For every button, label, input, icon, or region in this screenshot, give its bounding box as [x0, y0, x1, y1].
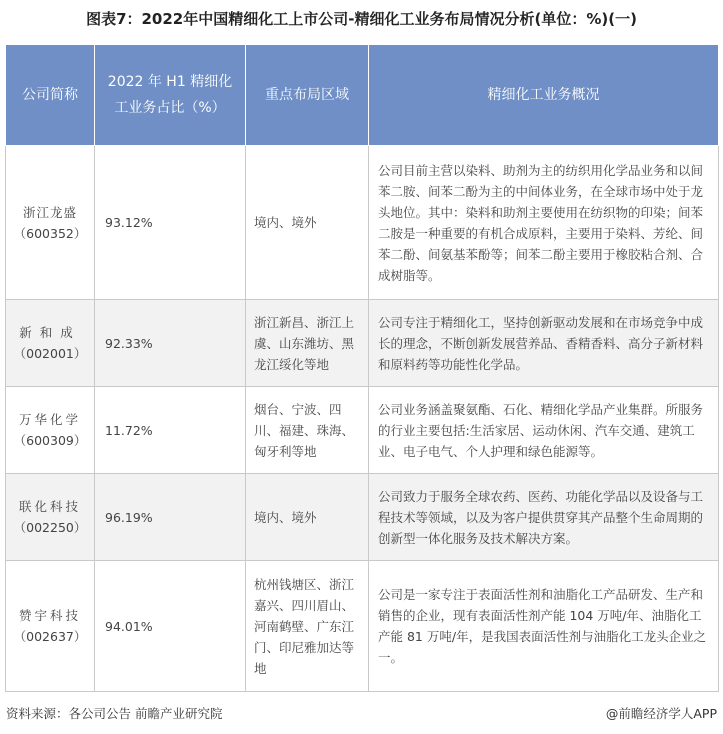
region-cell: 境内、境外: [246, 146, 369, 300]
overview-cell: 公司是一家专注于表面活性剂和油脂化工产品研发、生产和销售的企业，现有表面活性剂产能 104 万吨/年、油脂化工产能 81 万吨/年，是我国表面活性剂与油脂化工龙头企业之一。: [369, 561, 719, 692]
table-row: [6, 146, 719, 300]
table-row: [6, 300, 719, 387]
company-cell: [6, 474, 95, 561]
table-row: [6, 561, 719, 692]
region-cell: 浙江新昌、浙江上虞、山东潍坊、黑龙江绥化等地: [246, 300, 369, 387]
company-cell: [6, 300, 95, 387]
company-name: 联化科技: [18, 499, 81, 514]
stock-code: （600352）: [13, 225, 87, 241]
overview-cell: 公司目前主营以染料、助剂为主的纺织用化学品业务和以间苯二胺、间苯二酚为主的中间体业务，在全球市场中处于龙头地位。其中：染料和助剂主要使用在纺织物的印染；间苯二胺是一种重要的有机合成原料，主要用于染料、芳纶、间苯二酚、间氨基苯酚等；间苯二酚主要用于橡胶粘合剂、合成树脂等。: [369, 146, 719, 300]
company-table: [5, 44, 719, 692]
company-cell: [6, 387, 95, 474]
share-cell: 94.01%: [95, 561, 246, 692]
table-row: [6, 474, 719, 561]
figure-title: 图表7：2022年中国精细化工上市公司-精细化工业务布局情况分析(单位：%)(一): [86, 10, 637, 28]
company-name: 浙江龙盛: [22, 204, 77, 220]
header-region: 重点布局区域: [246, 45, 369, 146]
company-cell: [6, 146, 95, 300]
table-header-row: [6, 45, 719, 146]
region-cell: 境内、境外: [246, 474, 369, 561]
stock-code: （002637）: [13, 629, 87, 644]
share-cell: 93.12%: [95, 146, 246, 300]
overview-cell: 公司业务涵盖聚氨酯、石化、精细化学品产业集群。所服务的行业主要包括:生活家居、运动休闲、汽车交通、建筑工业、电子电气、个人护理和绿色能源等。: [369, 387, 719, 474]
stock-code: （002001）: [13, 346, 87, 361]
brand-credit: @前瞻经济学人APP: [605, 706, 717, 721]
overview-cell: 公司致力于服务全球农药、医药、功能化学品以及设备与工程技术等领域，以及为客户提供贯穿其产品整个生命周期的创新型一体化服务及技术解决方案。: [369, 474, 719, 561]
share-cell: 96.19%: [95, 474, 246, 561]
stock-code: （600309）: [13, 433, 87, 448]
company-name: 新和成: [19, 325, 81, 340]
header-share: 2022 年 H1 精细化工业务占比（%）: [95, 45, 246, 146]
header-company: 公司简称: [6, 45, 95, 146]
region-cell: 杭州钱塘区、浙江嘉兴、四川眉山、河南鹤壁、广东江门、印尼雅加达等地: [246, 561, 369, 692]
footer: [0, 704, 723, 724]
region-cell: 烟台、宁波、四川、福建、珠海、匈牙利等地: [246, 387, 369, 474]
header-overview: 精细化工业务概况: [369, 45, 719, 146]
overview-cell: 公司专注于精细化工，坚持创新驱动发展和在市场竞争中成长的理念，不断创新发展营养品、香精香料、高分子新材料和原料药等功能性化学品。: [369, 300, 719, 387]
company-cell: [6, 561, 95, 692]
source-note: 资料来源：各公司公告 前瞻产业研究院: [6, 706, 223, 721]
stock-code: （002250）: [13, 520, 87, 535]
company-name: 万华化学: [18, 412, 81, 427]
company-name: 赞宇科技: [18, 608, 81, 623]
table-row: [6, 387, 719, 474]
share-cell: 11.72%: [95, 387, 246, 474]
share-cell: 92.33%: [95, 300, 246, 387]
